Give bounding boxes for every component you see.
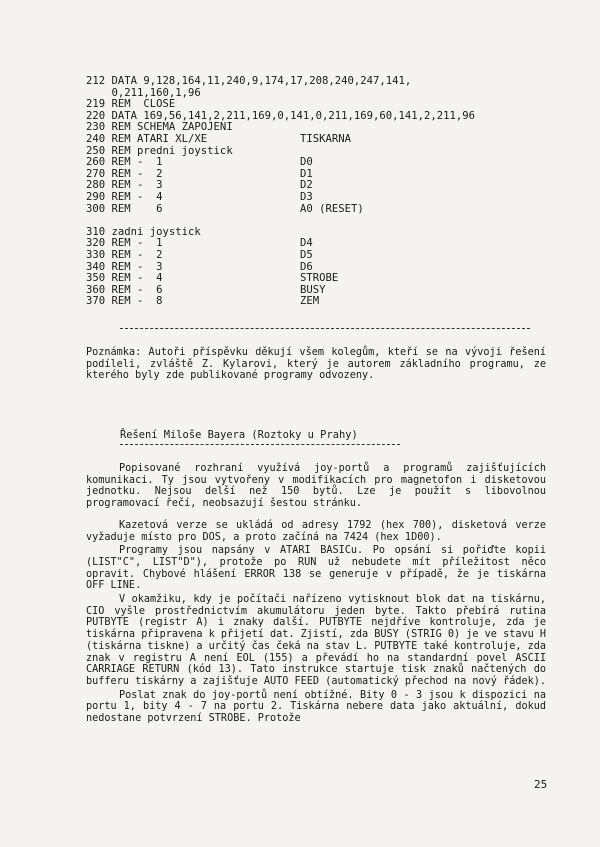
- paragraph-3: Programy jsou napsány v ATARI BASICu. Po opsání si pořiďte kopii (LIST"C", LIST"D"), protože po RUN už nebudete mít příležitost něco opravit. Chybové hlášení ERROR 138 se generuje v případě, že je tiskárna OFF LINE.: [86, 545, 546, 592]
- listing-line: [86, 250, 556, 262]
- note-paragraph: [86, 347, 546, 382]
- paragraph-1: Popisované rozhraní využívá joy-portů a programů zajišťujících komunikaci. Ty jsou vytvořeny v modifikacích pro magnetofon i disketovou jednotku. Nejsou delší než 150 bytů. Lze je použít s libovolnou programovací řečí, neobsazují šestou stránku.: [86, 463, 546, 510]
- note-text: Poznámka: Autoři příspěvku děkují všem kolegům, kteří se na vývoji řešení podíleli, zvláště Z. Kylarovi, který je autorem základního programu, ze kterého byly zde publikované programy odvozeny.: [86, 347, 546, 382]
- listing-line: [86, 134, 556, 146]
- listing-pin: STROBE: [300, 272, 339, 285]
- listing-code: 219 REM CLOSE: [86, 98, 176, 111]
- listing-pin: D2: [300, 179, 313, 192]
- listing-pin: D5: [300, 248, 313, 261]
- listing-code: 370 REM - 8: [86, 296, 163, 308]
- listing-code: 330 REM - 2: [86, 249, 163, 261]
- listing-pin: D1: [300, 167, 313, 180]
- listing-pin: ZEM: [300, 295, 320, 308]
- listing-line: [86, 296, 556, 308]
- listing-pin: [233, 146, 556, 158]
- listing-code: 212 DATA 9,128,164,11,240,9,174,17,208,240,247,141,: [86, 75, 412, 87]
- listing-code: 280 REM - 3: [86, 180, 163, 192]
- listing-code: 220 DATA 169,56,141,2,211,169,0,141,0,211,169,60,141,2,211,96: [86, 109, 476, 122]
- paragraph-2: Kazetová verze se ukládá od adresy 1792 (hex 700), disketová verze vyžaduje místo pro DOS, a proto začíná na 7424 (hex 1D00).: [86, 519, 546, 543]
- listing-line: [86, 285, 556, 297]
- listing-line: [86, 273, 556, 285]
- listing-pin: A0 (RESET): [300, 202, 364, 215]
- section-heading: Řešení Miloše Bayera (Roztoky u Prahy): [120, 429, 358, 441]
- heading-underline: [120, 444, 400, 445]
- listing-pin: [411, 76, 556, 88]
- listing-code: 320 REM - 1: [86, 238, 163, 250]
- listing-code: 230 REM SCHEMA ZAPOJENI: [86, 121, 233, 134]
- listing-pin: D4: [300, 237, 313, 250]
- separator-rule: [120, 328, 530, 329]
- program-listing: [86, 76, 556, 308]
- page-number: 25: [534, 778, 548, 791]
- listing-pin: D6: [300, 260, 313, 273]
- listing-code: 300 REM 6: [86, 203, 163, 215]
- listing-line: [86, 192, 556, 204]
- listing-line: [86, 169, 556, 181]
- listing-pin: TISKARNA: [300, 132, 352, 145]
- listing-code: 290 REM - 4: [86, 191, 163, 203]
- listing-code: 270 REM - 2: [86, 168, 163, 180]
- listing-line: [86, 227, 556, 239]
- listing-line: [86, 76, 556, 88]
- listing-pin: [201, 227, 556, 239]
- listing-code: 310 zadni joystick: [86, 225, 201, 238]
- listing-line: [86, 180, 556, 192]
- listing-code: 340 REM - 3: [86, 261, 163, 273]
- listing-line: [86, 146, 556, 158]
- listing-pin: [475, 111, 556, 123]
- listing-code: 350 REM - 4: [86, 273, 163, 285]
- listing-code: 0,211,160,1,96: [86, 86, 201, 99]
- listing-code: 360 REM - 6: [86, 284, 163, 296]
- listing-line: [86, 215, 556, 227]
- listing-line: [86, 157, 556, 169]
- listing-pin: [86, 215, 556, 227]
- paragraph-4: V okamžiku, kdy je počítači nařízeno vytisknout blok dat na tiskárnu, CIO vyšle prostřednictvím akumulátoru jeden byte. Takto přebírá rutina PUTBYTE (registr A) i znaky další. PUTBYTE nejdříve kontroluje, zda je tiskárna připravena k přijetí dat. Zjistí, zda BUSY (STRIG 0) je ve stavu H (tiskárna tiskne) a určitý čas čeká na stav L. PUTBYTE také kontroluje, zda znak v registru A není EOL (155) a převádí ho na standardní povel ASCII CARRIAGE RETURN (kód 13). Tato instrukce startuje tisk znaků načtených do bufferu tiskárny a zajišťuje AUTO FEED (automatický přechod na nový řádek).: [86, 594, 547, 687]
- listing-pin: [233, 122, 556, 134]
- body-text: [86, 463, 546, 725]
- listing-code: 250 REM predni joystick: [86, 144, 233, 157]
- listing-line: [86, 204, 556, 216]
- paragraph-5: Poslat znak do joy-portů není obtížné. Bity 0 - 3 jsou k dispozici na portu 1, bity 4 - 7 na portu 2. Tiskárna nebere data jako aktuální, dokud nedostane potvrzení STROBE. Protože: [86, 689, 546, 725]
- listing-pin: BUSY: [300, 283, 326, 296]
- listing-line: [86, 238, 556, 250]
- listing-pin: [201, 88, 556, 100]
- listing-code: 260 REM - 1: [86, 157, 163, 169]
- listing-pin: D3: [300, 190, 313, 203]
- listing-code: 240 REM ATARI XL/XE: [86, 133, 208, 145]
- listing-pin: D0: [300, 156, 313, 169]
